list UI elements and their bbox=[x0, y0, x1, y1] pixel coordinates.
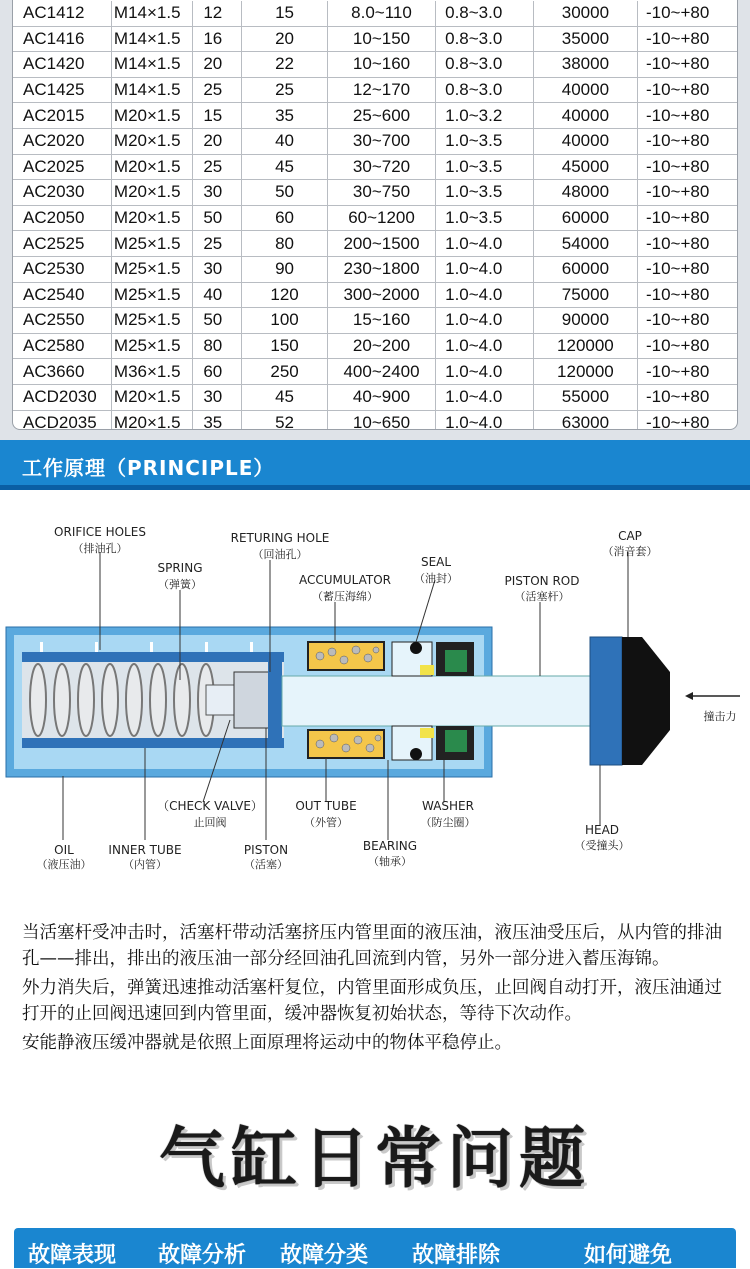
spec-row bbox=[13, 77, 737, 103]
washer-green-bottom bbox=[445, 730, 467, 752]
principle-diagram bbox=[0, 490, 750, 890]
spec-cell: M14×1.5 bbox=[111, 77, 192, 103]
spec-cell: -10~+80 bbox=[638, 231, 737, 257]
seal-top bbox=[420, 665, 434, 675]
spec-cell: 16 bbox=[193, 26, 242, 52]
spec-cell: -10~+80 bbox=[638, 26, 737, 52]
spec-cell: AC2540 bbox=[13, 282, 111, 308]
spec-cell: M20×1.5 bbox=[111, 384, 192, 410]
fault-tabs-bar bbox=[14, 1228, 736, 1268]
label-orifice-holes: ORIFICE HOLES bbox=[54, 525, 146, 539]
spec-cell: 45 bbox=[242, 154, 328, 180]
spec-cell: 25~600 bbox=[327, 103, 435, 129]
spec-cell: 1.0~4.0 bbox=[436, 282, 533, 308]
spec-cell: 15 bbox=[242, 1, 328, 26]
spec-cell: M20×1.5 bbox=[111, 154, 192, 180]
spec-cell: ACD2035 bbox=[13, 410, 111, 430]
spec-cell: 1.0~3.2 bbox=[436, 103, 533, 129]
spec-cell: 25 bbox=[193, 77, 242, 103]
spec-cell: 120000 bbox=[533, 359, 638, 385]
cap bbox=[622, 637, 670, 765]
spec-cell: M20×1.5 bbox=[111, 128, 192, 154]
spec-cell: 30~700 bbox=[327, 128, 435, 154]
spec-cell: 0.8~3.0 bbox=[436, 77, 533, 103]
spec-row bbox=[13, 256, 737, 282]
fault-tab: 故障排除 bbox=[412, 1243, 501, 1268]
spec-table bbox=[13, 1, 737, 430]
spec-cell: M20×1.5 bbox=[111, 410, 192, 430]
label-check-valve-cn: 止回阀 bbox=[193, 816, 227, 829]
label-piston-rod-cn: （活塞杆） bbox=[514, 590, 570, 603]
spec-row bbox=[13, 1, 737, 26]
label-oil-cn: （液压油） bbox=[36, 858, 92, 871]
spec-cell: 54000 bbox=[533, 231, 638, 257]
description-paragraph: 外力消失后，弹簧迅速推动活塞杆复位，内管里面形成负压，止回阀自动打开，液压油通过打开的止回阀迅速回到内管里面，缓冲器恢复初始状态，等待下次动作。 bbox=[22, 978, 722, 1024]
spec-cell: 25 bbox=[193, 231, 242, 257]
label-seal-cn: （油封） bbox=[414, 572, 458, 585]
spec-cell: AC2530 bbox=[13, 256, 111, 282]
piston-rod bbox=[282, 676, 594, 726]
description-paragraph: 安能静液压缓冲器就是依照上面原理将运动中的物体平稳停止。 bbox=[22, 1033, 512, 1053]
spec-cell: AC1412 bbox=[13, 1, 111, 26]
spec-cell: 1.0~4.0 bbox=[436, 333, 533, 359]
label-inner-tube: INNER TUBE bbox=[108, 843, 182, 857]
spec-cell: ACD2030 bbox=[13, 384, 111, 410]
spec-cell: 50 bbox=[242, 180, 328, 206]
spec-cell: 150 bbox=[242, 333, 328, 359]
spec-cell: 0.8~3.0 bbox=[436, 52, 533, 78]
spec-cell: 35 bbox=[242, 103, 328, 129]
spec-cell: 12~170 bbox=[327, 77, 435, 103]
label-returning-hole: RETURING HOLE bbox=[230, 531, 330, 545]
spec-cell: 1.0~4.0 bbox=[436, 359, 533, 385]
principle-header bbox=[0, 440, 750, 490]
spec-cell: M14×1.5 bbox=[111, 1, 192, 26]
spec-cell: 8.0~110 bbox=[327, 1, 435, 26]
spec-cell: 1.0~3.5 bbox=[436, 154, 533, 180]
spec-cell: -10~+80 bbox=[638, 205, 737, 231]
spec-cell: 30~720 bbox=[327, 154, 435, 180]
spec-cell: 75000 bbox=[533, 282, 638, 308]
spec-cell: M36×1.5 bbox=[111, 359, 192, 385]
label-out-tube-cn: （外管） bbox=[304, 816, 348, 829]
spec-row bbox=[13, 359, 737, 385]
spec-cell: AC2580 bbox=[13, 333, 111, 359]
spec-cell: 40 bbox=[193, 282, 242, 308]
label-oil: OIL bbox=[54, 843, 74, 857]
spec-cell: AC2525 bbox=[13, 231, 111, 257]
spec-cell: 1.0~4.0 bbox=[436, 410, 533, 430]
spec-cell: 1.0~4.0 bbox=[436, 231, 533, 257]
spec-cell: 40000 bbox=[533, 103, 638, 129]
spec-cell: -10~+80 bbox=[638, 256, 737, 282]
spec-cell: 230~1800 bbox=[327, 256, 435, 282]
spec-cell: 400~2400 bbox=[327, 359, 435, 385]
spec-row bbox=[13, 154, 737, 180]
spec-cell: M14×1.5 bbox=[111, 52, 192, 78]
spec-cell: 120000 bbox=[533, 333, 638, 359]
fault-tab: 如何避免 bbox=[584, 1243, 673, 1268]
spec-cell: 90000 bbox=[533, 308, 638, 334]
spec-cell: 10~150 bbox=[327, 26, 435, 52]
spec-row bbox=[13, 205, 737, 231]
spec-row bbox=[13, 384, 737, 410]
spec-cell: 40000 bbox=[533, 128, 638, 154]
spec-cell: 45 bbox=[242, 384, 328, 410]
spec-cell: 30 bbox=[193, 256, 242, 282]
spec-cell: -10~+80 bbox=[638, 333, 737, 359]
spec-row bbox=[13, 282, 737, 308]
spec-cell: -10~+80 bbox=[638, 52, 737, 78]
spec-cell: 1.0~4.0 bbox=[436, 384, 533, 410]
spec-cell: 1.0~4.0 bbox=[436, 256, 533, 282]
label-washer: WASHER bbox=[422, 799, 474, 813]
spec-cell: 90 bbox=[242, 256, 328, 282]
spec-cell: 20 bbox=[193, 128, 242, 154]
label-check-valve: （CHECK VALVE） bbox=[157, 799, 263, 813]
label-head-cn: （受撞头） bbox=[574, 839, 630, 852]
spec-cell: -10~+80 bbox=[638, 180, 737, 206]
spec-cell: 25 bbox=[193, 154, 242, 180]
shock-absorber-diagram bbox=[0, 490, 750, 890]
spec-cell: 80 bbox=[242, 231, 328, 257]
oring-bottom bbox=[410, 748, 422, 760]
seal-bottom bbox=[420, 728, 434, 738]
spec-cell: 0.8~3.0 bbox=[436, 1, 533, 26]
spec-cell: 1.0~3.5 bbox=[436, 205, 533, 231]
label-cap-cn: （消音套） bbox=[602, 545, 658, 558]
spec-row bbox=[13, 231, 737, 257]
spec-cell: 63000 bbox=[533, 410, 638, 430]
spec-cell: -10~+80 bbox=[638, 77, 737, 103]
spec-cell: -10~+80 bbox=[638, 384, 737, 410]
spec-cell: 15~160 bbox=[327, 308, 435, 334]
spec-cell: 35000 bbox=[533, 26, 638, 52]
spec-cell: 0.8~3.0 bbox=[436, 26, 533, 52]
spec-cell: -10~+80 bbox=[638, 128, 737, 154]
spec-cell: 52 bbox=[242, 410, 328, 430]
spec-cell: 55000 bbox=[533, 384, 638, 410]
label-seal: SEAL bbox=[420, 555, 452, 569]
spec-row bbox=[13, 52, 737, 78]
check-valve bbox=[206, 685, 234, 715]
label-out-tube: OUT TUBE bbox=[295, 799, 357, 813]
label-spring-cn: （弹簧） bbox=[158, 578, 202, 591]
label-head: HEAD bbox=[584, 823, 620, 837]
spec-cell: 15 bbox=[193, 103, 242, 129]
spec-cell: 50 bbox=[193, 205, 242, 231]
spec-cell: 48000 bbox=[533, 180, 638, 206]
spec-cell: 20 bbox=[193, 52, 242, 78]
spec-row bbox=[13, 26, 737, 52]
spec-row bbox=[13, 103, 737, 129]
spec-cell: 30000 bbox=[533, 1, 638, 26]
spec-cell: AC1420 bbox=[13, 52, 111, 78]
spec-cell: 250 bbox=[242, 359, 328, 385]
spec-row bbox=[13, 410, 737, 430]
label-returning-hole-cn: （回油孔） bbox=[252, 548, 308, 561]
spec-cell: 50 bbox=[193, 308, 242, 334]
inner-tube-top bbox=[22, 652, 284, 662]
principle-description bbox=[22, 920, 737, 1059]
spec-cell: 1.0~3.5 bbox=[436, 180, 533, 206]
spec-cell: 20~200 bbox=[327, 333, 435, 359]
spec-cell: M25×1.5 bbox=[111, 308, 192, 334]
spec-cell: AC1425 bbox=[13, 77, 111, 103]
spec-cell: M20×1.5 bbox=[111, 180, 192, 206]
spec-cell: 100 bbox=[242, 308, 328, 334]
oring-top bbox=[410, 642, 422, 654]
spec-cell: M14×1.5 bbox=[111, 26, 192, 52]
spec-cell: 35 bbox=[193, 410, 242, 430]
spec-cell: -10~+80 bbox=[638, 308, 737, 334]
spec-cell: 10~650 bbox=[327, 410, 435, 430]
spec-cell: 60 bbox=[193, 359, 242, 385]
spec-cell: 60 bbox=[242, 205, 328, 231]
spec-row bbox=[13, 333, 737, 359]
spec-cell: 1.0~3.5 bbox=[436, 128, 533, 154]
fault-tab: 故障分类 bbox=[280, 1243, 369, 1268]
spec-cell: 300~2000 bbox=[327, 282, 435, 308]
spec-cell: -10~+80 bbox=[638, 1, 737, 26]
spec-cell: M25×1.5 bbox=[111, 231, 192, 257]
spec-cell: -10~+80 bbox=[638, 103, 737, 129]
spec-cell: 30 bbox=[193, 180, 242, 206]
label-cap: CAP bbox=[618, 529, 642, 543]
spec-cell: 12 bbox=[193, 1, 242, 26]
spec-cell: 20 bbox=[242, 26, 328, 52]
fault-tab: 故障分析 bbox=[158, 1243, 247, 1268]
spec-cell: AC2030 bbox=[13, 180, 111, 206]
spec-cell: AC3660 bbox=[13, 359, 111, 385]
inner-tube-bottom bbox=[22, 738, 284, 748]
spec-table-section bbox=[0, 0, 750, 440]
spec-cell: AC2025 bbox=[13, 154, 111, 180]
label-orifice-holes-cn: （排油孔） bbox=[72, 542, 128, 555]
spec-cell: 22 bbox=[242, 52, 328, 78]
label-bearing: BEARING bbox=[362, 839, 418, 853]
label-accumulator-cn: （蓄压海绵） bbox=[312, 590, 378, 603]
fault-tab: 故障表现 bbox=[28, 1243, 117, 1268]
spec-cell: AC2015 bbox=[13, 103, 111, 129]
spec-cell: 1.0~4.0 bbox=[436, 308, 533, 334]
spec-cell: M25×1.5 bbox=[111, 282, 192, 308]
spec-cell: -10~+80 bbox=[638, 282, 737, 308]
washer-green-top bbox=[445, 650, 467, 672]
label-spring: SPRING bbox=[157, 561, 203, 575]
spec-cell: 30 bbox=[193, 384, 242, 410]
spec-cell: M25×1.5 bbox=[111, 256, 192, 282]
label-piston: PISTON bbox=[243, 843, 289, 857]
spec-row bbox=[13, 180, 737, 206]
label-piston-rod: PISTON ROD bbox=[504, 574, 580, 588]
spec-cell: 40000 bbox=[533, 77, 638, 103]
section-headline: 气缸日常问题 bbox=[159, 1120, 591, 1197]
spec-cell: -10~+80 bbox=[638, 154, 737, 180]
spec-cell: 40 bbox=[242, 128, 328, 154]
spec-cell: 45000 bbox=[533, 154, 638, 180]
spec-cell: AC2050 bbox=[13, 205, 111, 231]
spec-cell: 60~1200 bbox=[327, 205, 435, 231]
spec-cell: 80 bbox=[193, 333, 242, 359]
piston-wall bbox=[268, 662, 282, 738]
spec-cell: 25 bbox=[242, 77, 328, 103]
spec-cell: 30~750 bbox=[327, 180, 435, 206]
head bbox=[590, 637, 622, 765]
spec-cell: 120 bbox=[242, 282, 328, 308]
impact-arrow-head bbox=[685, 692, 693, 700]
description-paragraph: 当活塞杆受冲击时，活塞杆带动活塞挤压内管里面的液压油，液压油受压后，从内管的排油孔——排出，排出的液压油一部分经回油孔回流到内管，另外一部分进入蓄压海锦。 bbox=[22, 923, 722, 969]
label-washer-cn: （防尘圈） bbox=[420, 816, 476, 829]
principle-title: 工作原理（PRINCIPLE） bbox=[22, 456, 275, 480]
spec-cell: AC1416 bbox=[13, 26, 111, 52]
spec-cell: -10~+80 bbox=[638, 359, 737, 385]
label-bearing-cn: （轴承） bbox=[368, 855, 412, 868]
spec-cell: -10~+80 bbox=[638, 410, 737, 430]
spec-row bbox=[13, 128, 737, 154]
spec-cell: AC2020 bbox=[13, 128, 111, 154]
spec-cell: 60000 bbox=[533, 256, 638, 282]
spec-row bbox=[13, 308, 737, 334]
spec-cell: 10~160 bbox=[327, 52, 435, 78]
label-inner-tube-cn: （内管） bbox=[123, 858, 167, 871]
spec-table-card bbox=[12, 0, 738, 430]
label-piston-cn: （活塞） bbox=[244, 858, 288, 871]
spec-cell: 38000 bbox=[533, 52, 638, 78]
spec-cell: 40~900 bbox=[327, 384, 435, 410]
spec-cell: AC2550 bbox=[13, 308, 111, 334]
spec-cell: M25×1.5 bbox=[111, 333, 192, 359]
label-accumulator: ACCUMULATOR bbox=[298, 573, 392, 587]
spec-cell: M20×1.5 bbox=[111, 205, 192, 231]
spec-cell: M20×1.5 bbox=[111, 103, 192, 129]
spec-cell: 60000 bbox=[533, 205, 638, 231]
spec-cell: 200~1500 bbox=[327, 231, 435, 257]
label-impact: 撞击力 bbox=[703, 710, 737, 723]
